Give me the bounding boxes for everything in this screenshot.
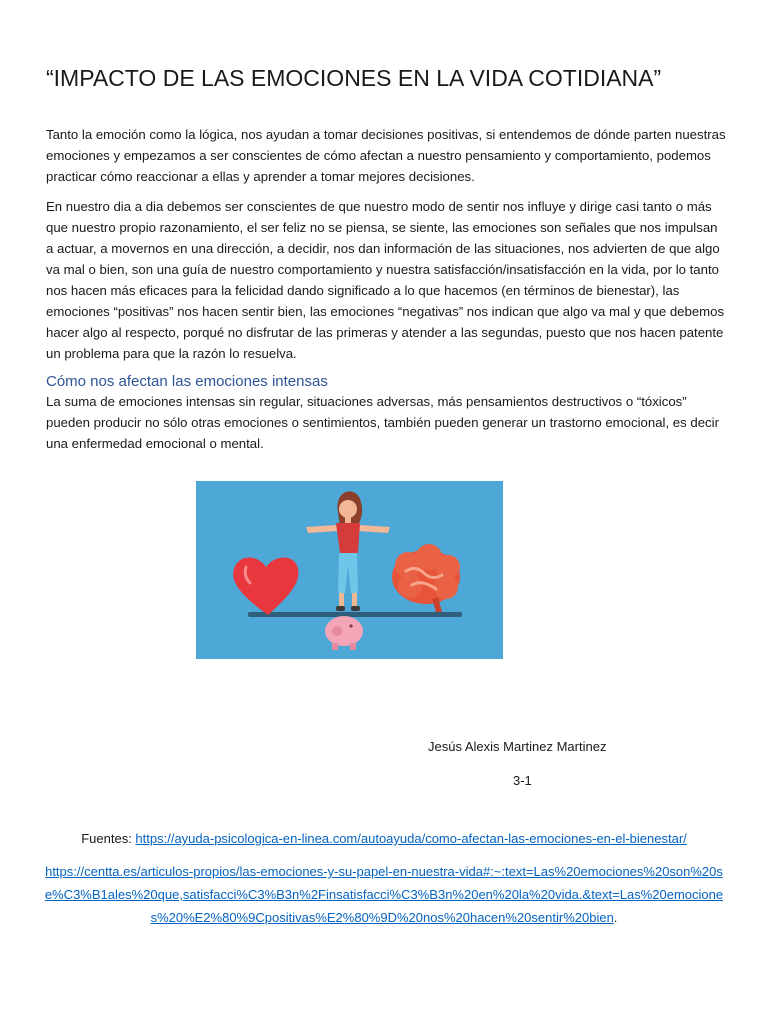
author-name: Jesús Alexis Martinez Martinez [428,739,607,754]
document-title: “IMPACTO DE LAS EMOCIONES EN LA VIDA COTIDIANA” [46,65,662,91]
sources-line-2 [40,860,728,929]
sources-label: Fuentes: [81,831,136,846]
paragraph-intro: Tanto la emoción como la lógica, nos ayudan a tomar decisiones positivas, si entendemos de dónde parten nuestras emociones y empezamos a ser conscientes de cómo afectan a nuestro pensamiento y comportamiento, podemos practicar cómo reaccionar a ellas y aprender a tomar mejores decisiones. [46,127,726,184]
group-label: 3-1 [513,773,532,788]
section-heading: Cómo nos afectan las emociones intensas [46,373,328,390]
source-link-2[interactable]: https://centta.es/articulos-propios/las-emociones-y-su-papel-en-nuestra-vida#:~:text=Las%20emociones%20son%20se%C3%B1ales%20que,satisfacci%C3%B3n%2Finsatisfacci%C3%B3n%20en%20la%20vida.&text=Las%20emociones%20%E2%80%9Cpositivas%E2%80%9D%20nos%20hacen%20sentir%20bien [44,864,724,925]
paragraph-daily-life: En nuestro dia a dia debemos ser conscientes de que nuestro modo de sentir nos influye y dirige casi tanto o más que nuestro propio razonamiento, el ser feliz no se piensa, se siente, las emociones son señales que nos impulsan a actuar, a movernos en una dirección, a decidir, nos dan información de las situaciones, nos advierten de que algo va mal o bien, son una guía de nuestro comportamiento y nuestra satisfacción/insatisfacción en la vida, por lo tanto nos hacen más eficaces para la felicidad dando significado a lo que hacemos (en términos de bienestar), las emociones “positivas” nos hacen sentir bien, las emociones “negativas” nos indican que algo va mal y que debemos hacer algo al respecto, porqué no disfrutar de las primeras y atender a las segundas, puesto que nos hacen patente un problema para que la razón lo resuelva. [46,199,725,361]
balance-illustration [196,481,503,659]
source-2-period: . [613,910,618,925]
paragraph-intense-emotions: La suma de emociones intensas sin regular, situaciones adversas, más pensamientos destructivos o “tóxicos” pueden producir no sólo otras emociones o sentimientos, también pueden generar un trastorno emocional, es decir una enfermedad emocional o mental. [46,394,719,451]
source-link-1[interactable]: https://ayuda-psicologica-en-linea.com/autoayuda/como-afectan-las-emociones-en-el-bienestar/ [135,831,687,846]
sources-line [0,828,768,849]
seesaw-beam [248,612,462,617]
